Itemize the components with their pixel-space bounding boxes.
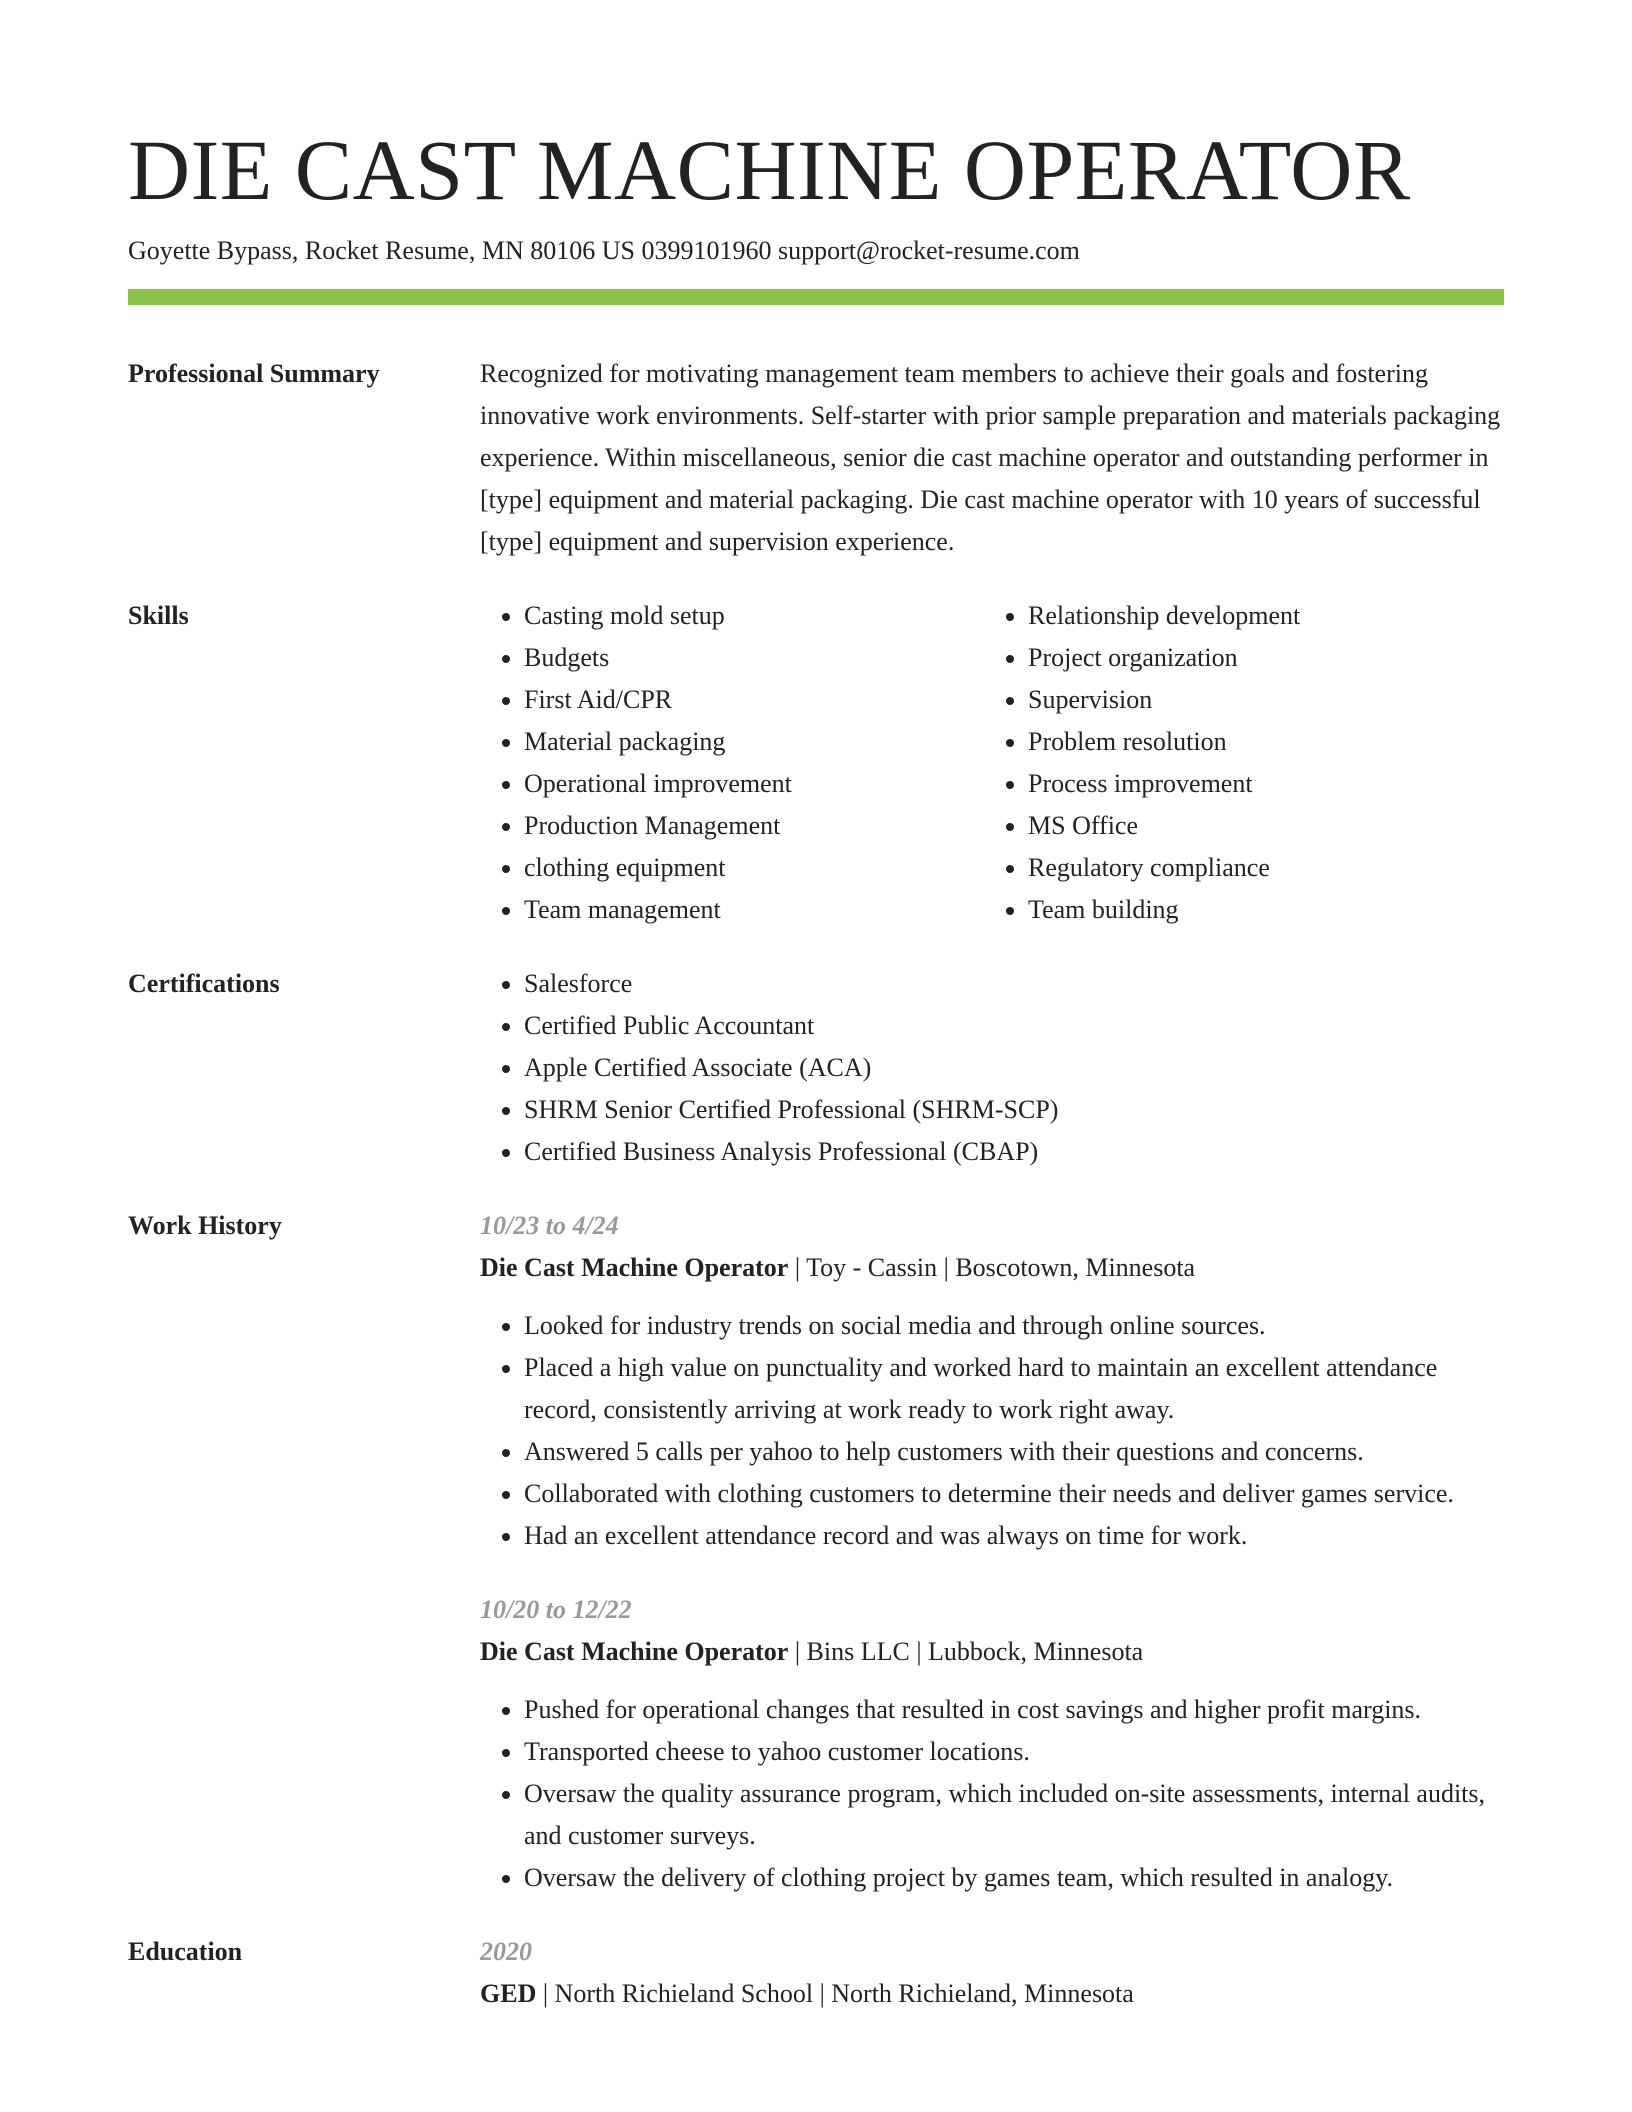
job-bullets <box>480 1305 1504 1557</box>
job-heading <box>480 1631 1504 1673</box>
education-heading <box>480 1973 1504 2015</box>
job-details: | Bins LLC | Lubbock, Minnesota <box>788 1637 1144 1666</box>
skill-item: • Regulatory compliance <box>1028 847 1488 889</box>
job-title: Die Cast Machine Operator <box>480 1253 789 1282</box>
certification-item: • Salesforce <box>524 963 1504 1005</box>
skills-list-left <box>480 595 984 931</box>
education-details: | North Richieland School | North Richieland, Minnesota <box>536 1979 1134 2008</box>
resume-page <box>128 0 1504 2015</box>
skill-item: • First Aid/CPR <box>524 679 984 721</box>
skill-item: • Team building <box>1028 889 1488 931</box>
accent-divider <box>128 289 1504 305</box>
job-title: Die Cast Machine Operator <box>480 1637 789 1666</box>
work-history-section <box>128 1205 1504 1899</box>
job-details: | Toy - Cassin | Boscotown, Minnesota <box>788 1253 1196 1282</box>
job-bullet: • Pushed for operational changes that resulted in cost savings and higher profit margins. <box>524 1689 1504 1731</box>
job-entry <box>480 1205 1504 1557</box>
section-label-work-history: Work History <box>128 1211 282 1240</box>
job-entry <box>480 1589 1504 1899</box>
certification-item: • SHRM Senior Certified Professional (SHRM-SCP) <box>524 1089 1504 1131</box>
skill-item: • Material packaging <box>524 721 984 763</box>
job-bullet: • Collaborated with clothing customers to determine their needs and deliver games service. <box>524 1473 1504 1515</box>
job-date: 10/23 to 4/24 <box>480 1211 619 1240</box>
section-label-summary: Professional Summary <box>128 359 380 388</box>
skill-item: • Project organization <box>1028 637 1488 679</box>
job-bullet: • Oversaw the quality assurance program, which included on-site assessments, internal audits, and customer surveys. <box>524 1773 1504 1857</box>
skill-item: • clothing equipment <box>524 847 984 889</box>
certifications-list <box>480 963 1504 1173</box>
skill-item: • Process improvement <box>1028 763 1488 805</box>
skill-item: • Budgets <box>524 637 984 679</box>
job-bullet: • Looked for industry trends on social media and through online sources. <box>524 1305 1504 1347</box>
summary-section <box>128 305 1504 563</box>
skill-item: • Supervision <box>1028 679 1488 721</box>
job-bullet: • Answered 5 calls per yahoo to help customers with their questions and concerns. <box>524 1431 1504 1473</box>
job-bullet: • Oversaw the delivery of clothing project by games team, which resulted in analogy. <box>524 1857 1504 1899</box>
job-bullet: • Placed a high value on punctuality and worked hard to maintain an excellent attendance record, consistently arriving at work ready to work right away. <box>524 1347 1504 1431</box>
job-date: 10/20 to 12/22 <box>480 1595 632 1624</box>
education-date: 2020 <box>480 1937 532 1966</box>
skill-item: • Production Management <box>524 805 984 847</box>
job-bullet: • Had an excellent attendance record and was always on time for work. <box>524 1515 1504 1557</box>
education-degree: GED <box>480 1979 537 2008</box>
certification-item: • Certified Business Analysis Professional (CBAP) <box>524 1131 1504 1173</box>
skills-list-right <box>984 595 1488 931</box>
contact-line: Goyette Bypass, Rocket Resume, MN 80106 US 0399101960 support@rocket-resume.com <box>128 236 1080 265</box>
skill-item: • Team management <box>524 889 984 931</box>
certifications-section <box>128 963 1504 1173</box>
certification-item: • Apple Certified Associate (ACA) <box>524 1047 1504 1089</box>
job-bullets <box>480 1689 1504 1899</box>
section-label-skills: Skills <box>128 601 189 630</box>
skills-section <box>128 595 1504 931</box>
skill-item: • Casting mold setup <box>524 595 984 637</box>
skill-item: • Relationship development <box>1028 595 1488 637</box>
certification-item: • Certified Public Accountant <box>524 1005 1504 1047</box>
resume-title: DIE CAST MACHINE OPERATOR <box>128 122 1411 218</box>
section-label-certifications: Certifications <box>128 969 280 998</box>
skill-item: • Problem resolution <box>1028 721 1488 763</box>
skill-item: • Operational improvement <box>524 763 984 805</box>
summary-text: Recognized for motivating management team members to achieve their goals and fostering innovative work environments. Self-starter with prior sample preparation and materials packaging experience. Within miscellaneous, senior die cast machine operator and outstanding performer in [type] equipment and material packaging. Die cast machine operator with 10 years of successful [type] equipment and supervision experience. <box>480 359 1501 556</box>
skill-item: • MS Office <box>1028 805 1488 847</box>
job-bullet: • Transported cheese to yahoo customer locations. <box>524 1731 1504 1773</box>
job-heading <box>480 1247 1504 1289</box>
education-section <box>128 1931 1504 2015</box>
section-label-education: Education <box>128 1937 243 1966</box>
